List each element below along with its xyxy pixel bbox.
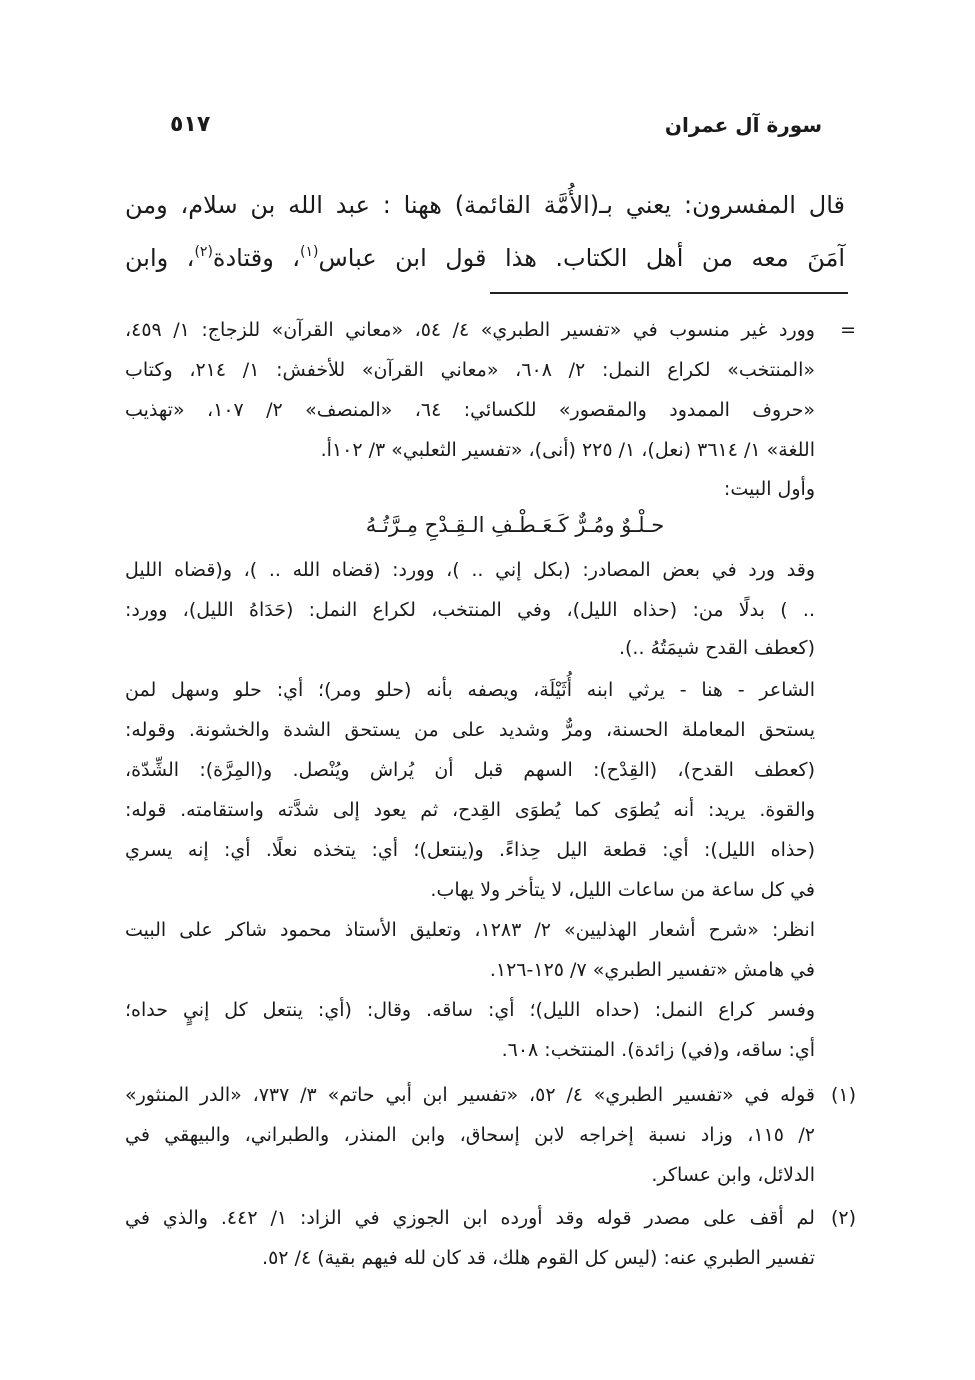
page-number: ٥١٧ bbox=[170, 112, 211, 137]
footnote-line: وقد ورد في بعض المصادر: (بكل إني .. )، وورد: (قضاه الله .. )، و(قضاه الليل bbox=[125, 559, 815, 581]
surah-title: سورة آل عمران bbox=[664, 113, 822, 137]
footnote-line: وأول البيت: bbox=[723, 478, 815, 500]
footnote-ref-1: (١) bbox=[300, 244, 319, 260]
footnote-2-marker: (٢) bbox=[830, 1207, 856, 1229]
footnote-line: الشاعر - هنا - يرثي ابنه أُثَيْلَة، ويصفه بأنه (حلو ومر)؛ أي: حلو وسهل لمن bbox=[125, 679, 815, 701]
footnote-line: في هامش «تفسير الطبري» ٧/ ١٢٥-١٢٦. bbox=[489, 959, 815, 981]
footnote-line: ٢/ ١١٥، وزاد نسبة إخراجه لابن إسحاق، وابن المنذر، والطبراني، والبيهقي في bbox=[125, 1124, 815, 1146]
continuation-marker: = bbox=[840, 319, 856, 341]
poetry-verse: حـلْـوٌ ومُـرٌّ كَـعَـطْـفِ الـقِـدْحِ مِـرَّتُـهُ bbox=[365, 513, 665, 537]
footnote-separator bbox=[490, 292, 848, 294]
footnote-line: وورد غير منسوب في «تفسير الطبري» ٤/ ٥٤، «معاني القرآن» للزجاج: ١/ ٤٥٩، bbox=[125, 319, 815, 341]
main-text-segment: ، وقتادة bbox=[212, 244, 301, 272]
footnote-line: الدلائل، وابن عساكر. bbox=[651, 1164, 815, 1186]
main-text-line bbox=[125, 232, 845, 285]
footnote-line: انظر: «شرح أشعار الهذليين» ٢/ ١٢٨٣، وتعليق الأستاذ محمود شاكر على البيت bbox=[125, 919, 815, 941]
main-text bbox=[125, 179, 845, 285]
footnote-line: تفسير الطبري عنه: (ليس كل القوم هلك، قد كان لله فيهم بقية) ٤/ ٥٢. bbox=[262, 1247, 815, 1269]
footnote-line: (كعطف القدح شيمَتُهُ ..). bbox=[618, 637, 815, 659]
footnote-ref-2: (٢) bbox=[194, 244, 213, 260]
footnote-2 bbox=[125, 1198, 815, 1278]
footnote-line: «حروف الممدود والمقصور» للكسائي: ٦٤، «المنصف» ٢/ ١٠٧، «تهذيب bbox=[125, 399, 816, 421]
main-text-line: قال المفسرون: يعني بـ(الأُمَّة القائمة) ههنا : عبد الله بن سلام، ومن bbox=[125, 191, 845, 219]
footnote-line: يستحق المعاملة الحسنة، ومرٌّ وشديد على من يستحق الشدة والخشونة. وقوله: bbox=[125, 719, 815, 741]
main-text-segment: ، وابن bbox=[125, 244, 195, 272]
footnote-line: في كل ساعة من ساعات الليل، لا يتأخر ولا يهاب. bbox=[430, 879, 815, 901]
verse-variants bbox=[125, 550, 815, 666]
verse-intro bbox=[125, 469, 815, 509]
verse-commentary bbox=[125, 670, 815, 910]
footnote-line: (حذاه الليل): أي: قطعة اليل حِذاءً. و(ينتعل)؛ أي: يتخذه نعلًا. أي: إنه يسري bbox=[125, 839, 815, 861]
footnote-line: اللغة» ١/ ٣٦١٤ (نعل)، ١/ ٢٢٥ (أنى)، «تفسير الثعلبي» ٣/ ١٠٢أ. bbox=[320, 439, 815, 461]
footnote-line: لم أقف على مصدر قوله وقد أورده ابن الجوزي في الزاد: ١/ ٤٤٢. والذي في bbox=[125, 1207, 815, 1229]
footnote-continuation bbox=[125, 310, 815, 470]
footnote-line: .. ) بدلًا من: (حذاه الليل)، وفي المنتخب، لكراع النمل: (حَدَاهُ الليل)، وورد: bbox=[125, 599, 815, 621]
footnote-line: «المنتخب» لكراع النمل: ٢/ ٦٠٨، «معاني القرآن» للأخفش: ١/ ٢١٤، وكتاب bbox=[125, 359, 815, 381]
main-text-segment: آمَنَ معه من أهل الكتاب. هذا قول ابن عباس bbox=[318, 244, 846, 272]
footnote-line: أي: ساقه، و(في) زائدة). المنتخب: ٦٠٨. bbox=[501, 1039, 815, 1061]
kura-explanation bbox=[125, 990, 815, 1070]
footnote-line: (كعطف القدح)، (القِدْح): السهم قبل أن يُراش ويُنْصل. و(المِرَّة): الشِّدّة، bbox=[125, 759, 815, 781]
footnote-line: والقوة. يريد: أنه يُطوَى كما يُطوَى القِدح، ثم يعود إلى شدَّته واستقامته. قوله: bbox=[125, 799, 815, 821]
footnote-1 bbox=[125, 1075, 815, 1195]
verse-references bbox=[125, 910, 815, 990]
footnote-line: وفسر كراع النمل: (حداه الليل)؛ أي: ساقه. وقال: (أي: ينتعل كل إنيٍ حداه؛ bbox=[125, 999, 815, 1021]
footnote-line: قوله في «تفسير الطبري» ٤/ ٥٢، «تفسير ابن أبي حاتم» ٣/ ٧٣٧، «الدر المنثور» bbox=[125, 1084, 815, 1106]
footnote-1-marker: (١) bbox=[830, 1084, 856, 1106]
